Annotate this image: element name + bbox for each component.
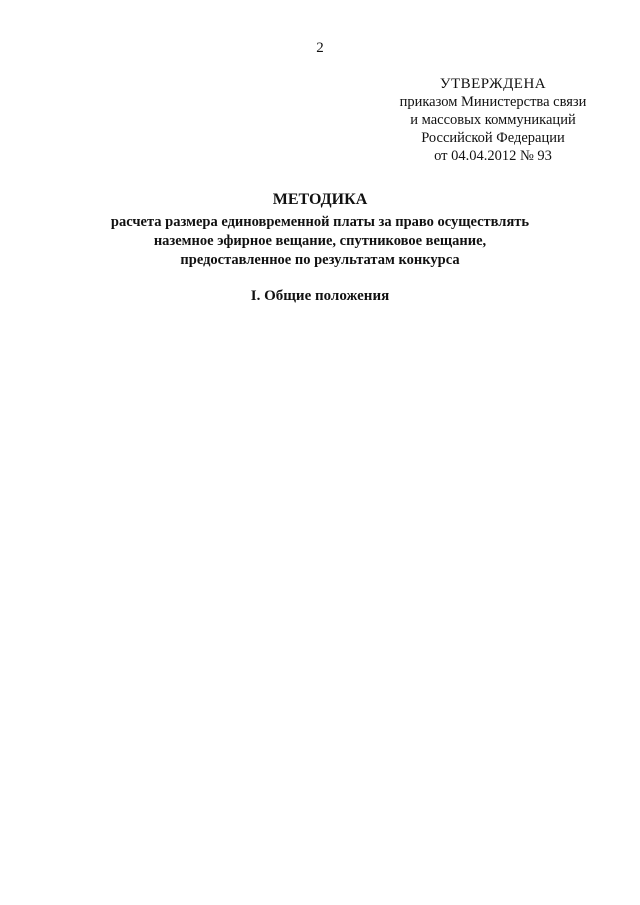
heading-line: расчета размера единовременной платы за право осуществлять (110, 214, 530, 230)
page-number: 2 (316, 40, 324, 56)
document-heading (110, 190, 530, 270)
heading-line: предоставленное по результатам конкурса (180, 252, 460, 268)
approval-line: Российской Федерации (421, 130, 565, 146)
approval-date-line: от 04.04.2012 № 93 (434, 148, 552, 164)
heading-main: МЕТОДИКА (272, 191, 368, 208)
section-title: I. Общие положения (250, 288, 390, 304)
approval-line: и массовых коммуникаций (410, 112, 576, 128)
approval-title: УТВЕРЖДЕНА (439, 76, 547, 92)
heading-line: наземное эфирное вещание, спутниковое вещание, (153, 233, 487, 249)
approval-line: приказом Министерства связи (399, 94, 587, 110)
approval-block (388, 75, 598, 165)
